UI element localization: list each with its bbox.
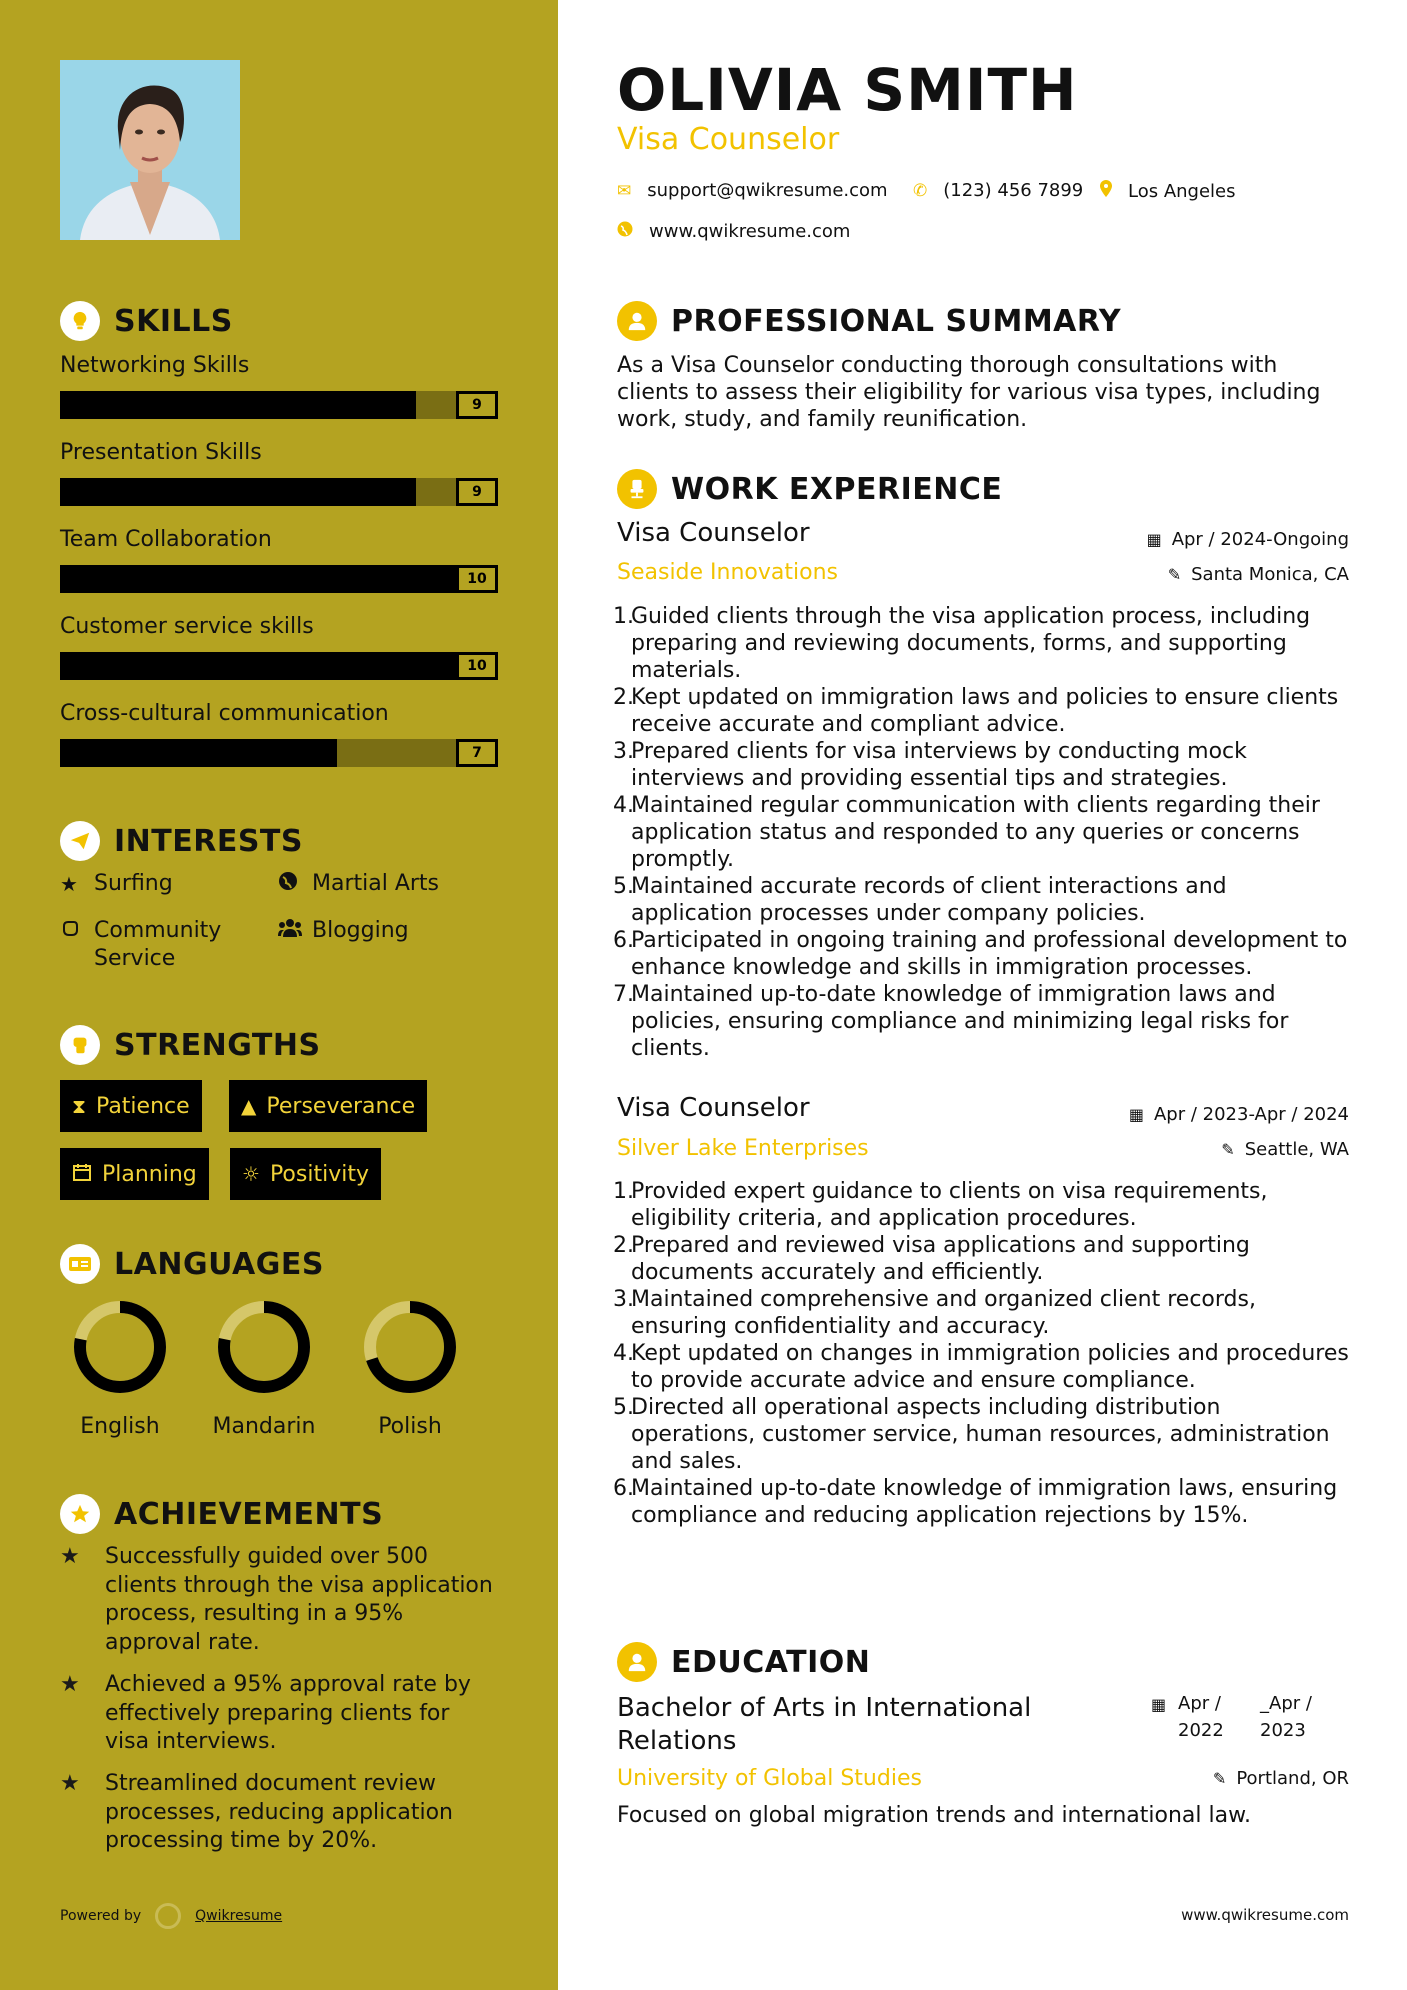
skill-level: 7: [456, 739, 498, 767]
summary-title: PROFESSIONAL SUMMARY: [671, 303, 1122, 339]
interest-item: Blogging: [278, 917, 409, 945]
shooting-star-icon: ★: [60, 1544, 80, 1569]
strength-chip: ⧗ Patience: [60, 1080, 202, 1132]
job-company: Seaside Innovations: [617, 560, 838, 585]
language-ring: [71, 1298, 169, 1396]
job-dates: ▦ Apr / 2023-Apr / 2024: [1128, 1104, 1349, 1125]
job-duties: [613, 1178, 1349, 1529]
phone-icon: ✆: [913, 180, 928, 201]
footer-url[interactable]: www.qwikresume.com: [1181, 1906, 1349, 1924]
skills-title: SKILLS: [114, 303, 233, 339]
list-item: 3. Prepared clients for visa interviews by conducting mock interviews and providing essential tips and strategies.: [613, 739, 1247, 791]
calendar-icon: ▦: [1128, 1105, 1144, 1124]
interests-title: INTERESTS: [114, 823, 303, 859]
language-ring: [215, 1298, 313, 1396]
office-chair-icon: [617, 469, 657, 509]
calendar-icon: [72, 1162, 92, 1187]
list-item: 5. Maintained accurate records of client interactions and application processes under company policies.: [613, 874, 1227, 926]
languages-title: LANGUAGES: [114, 1246, 324, 1282]
skill-name: Team Collaboration: [60, 527, 272, 552]
id-card-icon: [60, 1244, 100, 1284]
skill-fill: [60, 565, 456, 593]
job-location: ✎ Seattle, WA: [1221, 1139, 1349, 1160]
experience-title: WORK EXPERIENCE: [671, 471, 1003, 507]
interest-item: ★ Surfing: [60, 871, 173, 896]
list-item: 2. Prepared and reviewed visa applications and supporting documents accurately and efficiently.: [613, 1233, 1250, 1285]
education-heading: [617, 1642, 870, 1682]
list-item: 4. Maintained regular communication with clients regarding their application status and responded to any queries or concerns promptly.: [613, 793, 1320, 872]
sun-icon: ☼: [242, 1162, 260, 1186]
skill-item: [60, 699, 498, 767]
envelope-icon: ✉: [617, 180, 632, 201]
paper-plane-icon: [60, 821, 100, 861]
language-name: English: [80, 1414, 160, 1439]
skill-item: [60, 438, 498, 506]
skill-level: 9: [456, 391, 498, 419]
skill-fill: [60, 739, 337, 767]
list-item: 5. Directed all operational aspects including distribution operations, customer service, human resources, administration and sales.: [613, 1395, 1330, 1474]
language-item: [340, 1298, 480, 1439]
skill-bar: [60, 565, 498, 593]
strengths-heading: [60, 1025, 321, 1065]
skill-fill: [60, 391, 416, 419]
job-title: Visa Counselor: [617, 1093, 810, 1123]
pushpin-icon: ✎: [1212, 1769, 1227, 1788]
degree-title: Bachelor of Arts in International Relations: [617, 1693, 1032, 1756]
profile-photo: [60, 60, 240, 240]
pushpin-icon: ✎: [1167, 565, 1182, 584]
skill-item: [60, 525, 498, 593]
skill-name: Customer service skills: [60, 614, 314, 639]
skill-bar: [60, 391, 498, 419]
achievement-item: ★ Successfully guided over 500 clients through the visa application process, resulting in a 95% approval rate.: [60, 1543, 500, 1657]
globe-icon: [617, 221, 633, 242]
interest-item: Community Service: [60, 917, 260, 973]
strength-chip: Planning: [60, 1148, 209, 1200]
hourglass-icon: ⧗: [72, 1094, 87, 1118]
candidate-role: Visa Counselor: [617, 122, 840, 157]
fist-icon: [60, 1025, 100, 1065]
qwikresume-logo-icon: [155, 1903, 181, 1929]
skill-bar: [60, 739, 498, 767]
language-item: [194, 1298, 334, 1439]
contact-website: www.qwikresume.com: [617, 221, 850, 242]
graduate-icon: [617, 1642, 657, 1682]
job-title: Visa Counselor: [617, 518, 810, 548]
candidate-name: OLIVIA SMITH: [617, 56, 1078, 124]
edu-description: Focused on global migration trends and international law.: [617, 1803, 1252, 1828]
contact-phone: ✆ (123) 456 7899: [913, 180, 1084, 201]
shooting-star-icon: ★: [60, 1672, 80, 1697]
interests-heading: [60, 821, 303, 861]
achievements-heading: [60, 1494, 383, 1534]
shooting-star-icon: ★: [60, 1771, 80, 1796]
education-title: EDUCATION: [671, 1644, 871, 1680]
skill-name: Cross-cultural communication: [60, 701, 389, 726]
summary-text: As a Visa Counselor conducting thorough consultations with clients to assess their eligibility for various visa types, including work, study, and family reunification.: [617, 353, 1321, 432]
users-icon: [278, 917, 312, 945]
experience-heading: [617, 469, 1002, 509]
skill-item: [60, 351, 498, 419]
language-name: Mandarin: [212, 1414, 316, 1439]
road-icon: ▲: [241, 1094, 257, 1118]
strength-chip: ▲ Perseverance: [229, 1080, 427, 1132]
languages-heading: [60, 1244, 324, 1284]
strength-chip: ☼ Positivity: [230, 1148, 381, 1200]
powered-by: Powered by Qwikresume: [60, 1903, 282, 1929]
qwikresume-link[interactable]: Qwikresume: [195, 1908, 283, 1924]
job-location: ✎ Santa Monica, CA: [1167, 564, 1349, 585]
star-icon: ★: [60, 872, 78, 896]
edu-start-date: Apr / 2022: [1178, 1693, 1224, 1741]
calendar-icon: ▦: [1146, 530, 1162, 549]
skill-item: [60, 612, 498, 680]
star-badge-icon: [60, 1494, 100, 1534]
pushpin-icon: ✎: [1221, 1140, 1235, 1159]
calendar-icon: ▦: [1151, 1695, 1167, 1714]
list-item: 1. Provided expert guidance to clients on visa requirements, eligibility criteria, and application procedures.: [613, 1179, 1268, 1231]
skill-name: Networking Skills: [60, 353, 250, 378]
language-item: [50, 1298, 190, 1439]
list-item: 2. Kept updated on immigration laws and policies to ensure clients receive accurate and compliant advice.: [613, 685, 1339, 737]
list-item: 3. Maintained comprehensive and organized client records, ensuring confidentiality and accuracy.: [613, 1287, 1256, 1339]
strengths-title: STRENGTHS: [114, 1027, 321, 1063]
skill-level: 10: [456, 652, 498, 680]
list-item: 4. Kept updated on changes in immigration policies and procedures to provide accurate advice and ensure compliance.: [613, 1341, 1349, 1393]
edu-end-date: _Apr / 2023: [1260, 1693, 1312, 1741]
job-dates: ▦ Apr / 2024-Ongoing: [1146, 529, 1349, 550]
job-company: Silver Lake Enterprises: [617, 1136, 869, 1161]
globe-icon: [278, 870, 312, 898]
achievement-item: ★ Achieved a 95% approval rate by effectively preparing clients for visa interviews.: [60, 1671, 500, 1757]
skill-bar: [60, 652, 498, 680]
list-item: 6. Maintained up-to-date knowledge of immigration laws, ensuring compliance and reducing application rejections by 15%.: [613, 1476, 1338, 1528]
skills-heading: [60, 301, 233, 341]
language-ring: [361, 1298, 459, 1396]
job-duties: [613, 603, 1349, 1062]
edu-location: ✎ Portland, OR: [1212, 1768, 1349, 1789]
skill-fill: [60, 652, 456, 680]
skill-level: 9: [456, 478, 498, 506]
achievements-title: ACHIEVEMENTS: [114, 1496, 384, 1532]
school-name: University of Global Studies: [617, 1766, 922, 1791]
skill-name: Presentation Skills: [60, 440, 262, 465]
achievement-item: ★ Streamlined document review processes, reducing application processing time by 20%.: [60, 1770, 500, 1856]
interest-item: Martial Arts: [278, 870, 439, 898]
lightbulb-icon: [60, 301, 100, 341]
list-item: 1. Guided clients through the visa application process, including preparing and reviewing documents, forms, and supporting materials.: [613, 604, 1311, 683]
sidebar: [0, 0, 558, 1990]
contact-location: Los Angeles: [1100, 180, 1236, 202]
skill-fill: [60, 478, 416, 506]
list-item: 7. Maintained up-to-date knowledge of immigration laws and policies, ensuring compliance and minimizing legal risks for clients.: [613, 982, 1289, 1061]
hand-icon: [60, 917, 94, 973]
summary-heading: [617, 301, 1121, 341]
map-pin-icon: [1100, 180, 1112, 202]
skill-bar: [60, 478, 498, 506]
list-item: 6. Participated in ongoing training and professional development to enhance knowledge and skills in immigration processes.: [613, 928, 1348, 980]
contact-email: ✉ support@qwikresume.com: [617, 180, 888, 201]
user-icon: [617, 301, 657, 341]
language-name: Polish: [378, 1414, 442, 1439]
skill-level: 10: [456, 565, 498, 593]
